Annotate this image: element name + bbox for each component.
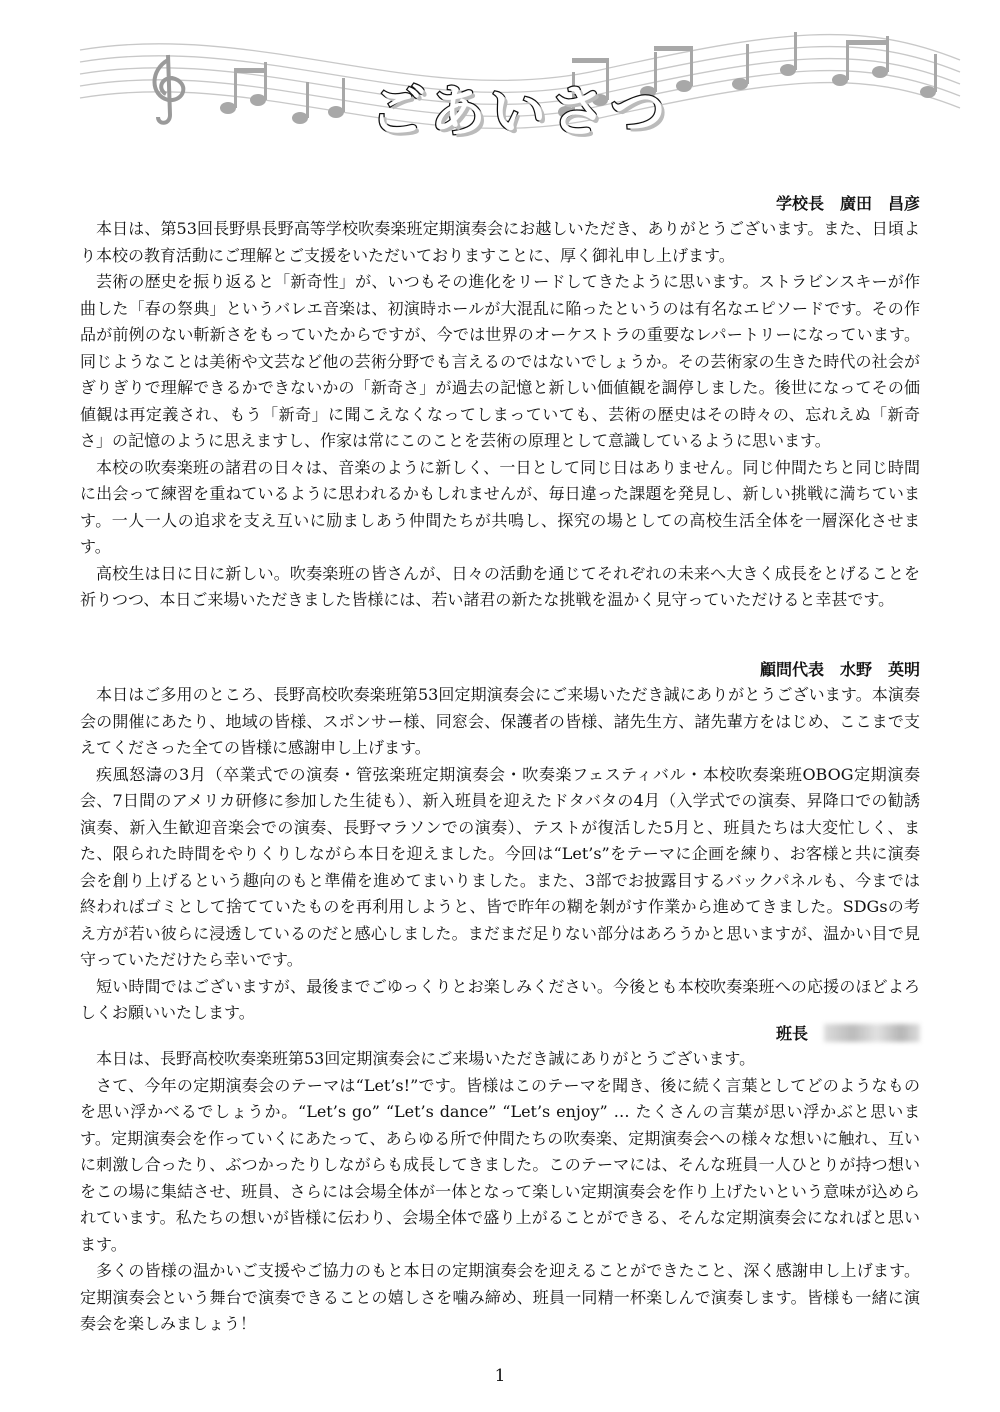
paragraph: 本日はご多用のところ、長野高校吹奏楽班第53回定期演奏会にご来場いただき誠にありがとうございます。本演奏会の開催にあたり、地域の皆様、スポンサー様、同窓会、保護者の皆様、諸先生方、諸先輩方をはじめ、ここまで支えてくださった全ての皆様に感謝申し上げます。 [80, 685, 920, 757]
header-banner [0, 0, 1000, 170]
paragraph: さて、今年の定期演奏会のテーマは“Let’s!”です。皆様はこのテーマを聞き、後に続く言葉としてどのようなものを思い浮かべるでしょうか。“Let’s go” “Let’s dance” “Let’s enjoy” … たくさんの言葉が思い浮かぶと思います。定期演奏会を作っていくにあたって、あらゆる所で仲間たちの吹奏楽、定期演奏会への様々な想いに触れ、互いに刺激し合ったり、ぶつかったりしながらも成長してきました。このテーマには、そんな班員一人ひとりが持つ想いをこの場に集結させ、班員、さらには会場全体が一体となって楽しい定期演奏会を作り上げたいという意味が込められています。私たちの想いが皆様に伝わり、会場全体で盛り上がることができる、そんな定期演奏会になればと思います。 [80, 1075, 920, 1254]
leader-greeting [80, 1022, 920, 1338]
paragraph: 疾風怒濤の3月（卒業式での演奏・管弦楽班定期演奏会・吹奏楽フェスティバル・本校吹奏楽班OBOG定期演奏会、7日間のアメリカ研修に参加した生徒も）、新入班員を迎えたドタバタの4月（入学式での演奏、昇降口での勧誘演奏、新入生歓迎音楽会での演奏、長野マラソンでの演奏）、テストが復活した5月と、班員たちは大変忙しく、また、限られた時間をやりくりしながら本日を迎えました。今回は“Let’s”をテーマに企画を練り、お客様と共に演奏会を創り上げるという趣向のもと準備を進めてまいりました。また、3部でお披露目するバックパネルも、今までは終わればゴミとして捨てていたものを再利用しようと、皆で昨年の糊を剝がす作業から進めてきました。SDGsの考え方が若い彼らに浸透しているのだと感心しました。まだまだ足りない部分はあろうかと思いますが、温かい目で見守っていただけたら幸いです。 [80, 764, 920, 969]
page-number: 1 [494, 1366, 506, 1386]
redacted-name [824, 1024, 920, 1042]
paragraph: 多くの皆様の温かいご支援やご協力のもと本日の定期演奏会を迎えることができたこと、深く感謝申し上げます。定期演奏会という舞台で演奏できることの嬉しさを噛み締め、班員一同精一杯楽しんで演奏します。皆様も一緒に演奏会を楽しみましょう！ [80, 1261, 920, 1333]
advisor-greeting [80, 658, 920, 1027]
treble-clef-icon [155, 55, 184, 123]
principal-greeting [80, 192, 920, 614]
page-title: ごあいさつ [370, 80, 670, 145]
paragraph: 本日は、第53回長野県長野高等学校吹奏楽班定期演奏会にお越しいただき、ありがとうございます。また、日頃より本校の教育活動にご理解とご支援をいただいておりますことに、厚く御礼申し上げます。 [80, 219, 920, 265]
author-leader: 班長 [80, 1022, 920, 1046]
paragraph: 短い時間ではございますが、最後までごゆっくりとお楽しみください。今後とも本校吹奏楽班への応援のほどよろしくお願いいたします。 [80, 976, 920, 1022]
paragraph: 本日は、長野高校吹奏楽班第53回定期演奏会にご来場いただき誠にありがとうございます。 [96, 1049, 756, 1068]
paragraph: 高校生は日に日に新しい。吹奏楽班の皆さんが、日々の活動を通じてそれぞれの未来へ大きく成長をとげることを祈りつつ、本日ご来場いただきました皆様には、若い諸君の新たな挑戦を温かく見守っていただけると幸甚です。 [80, 563, 920, 609]
paragraph: 本校の吹奏楽班の諸君の日々は、音楽のように新しく、一日として同じ日はありません。同じ仲間たちと同じ時間に出会って練習を重ねているように思われるかもしれませんが、毎日違った課題を発見し、新しい挑戦に満ちています。一人一人の追求を支え互いに励ましあう仲間たちが共鳴し、探究の場としての高校生活全体を一層深化させます。 [80, 457, 920, 556]
paragraph: 芸術の歴史を振り返ると「新奇性」が、いつもその進化をリードしてきたように思います。ストラビンスキーが作曲した「春の祭典」というバレエ音楽は、初演時ホールが大混乱に陥ったというのは有名なエピソードです。その作品が前例のない斬新さをもっていたからですが、今では世界のオーケストラの重要なレパートリーになっています。同じようなことは美術や文芸など他の芸術分野でも言えるのではないでしょうか。その芸術家の生きた時代の社会がぎりぎりで理解できるかできないかの「新奇さ」が過去の記憶と新しい価値観を調停しました。後世になってその価値観は再定義され、もう「新奇」に聞こえなくなってしまっていても、芸術の歴史はその時々の、忘れえぬ「新奇さ」の記憶のように思えますし、作家は常にこのことを芸術の原理として意識しているように思います。 [80, 272, 920, 450]
author-advisor: 顧問代表 水野 英明 [759, 660, 920, 679]
author-principal: 学校長 廣田 昌彦 [775, 194, 920, 213]
